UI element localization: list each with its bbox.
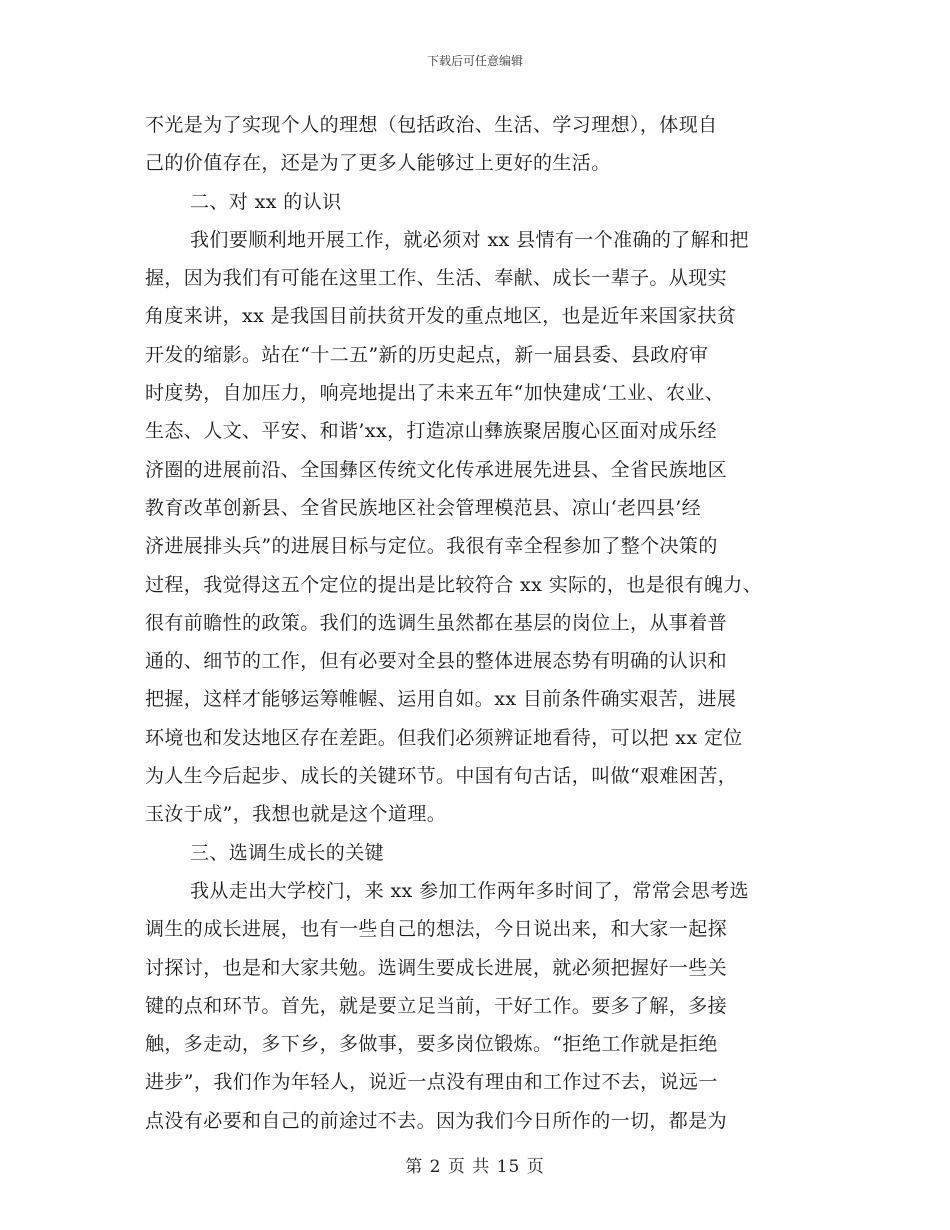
- text-line: 教育改革创新县、全省民族地区社会管理模范县、凉山‘老四县’经: [145, 496, 702, 519]
- text-line: 通的、细节的工作，但有必要对全县的整体进展态势有明确的认识和: [145, 650, 728, 673]
- text-line: 开发的缩影。站在“十二五”新的历史起点，新一届县委、县政府审: [145, 343, 709, 366]
- page-header: 下载后可任意编辑: [426, 54, 523, 68]
- text-line: 济进展排头兵”的进展目标与定位。我很有幸全程参加了整个决策的: [145, 535, 718, 558]
- text-line: 调生的成长进展，也有一些自己的想法，今日说出来，和大家一起探: [145, 918, 728, 941]
- text-line: 把握，这样才能够运筹帷幄、运用自如。xx 目前条件确实艰苦，进展: [145, 688, 737, 711]
- text-line: 我从走出大学校门，来 xx 参加工作两年多时间了，常常会思考选: [190, 879, 749, 902]
- text-line: 己的价值存在，还是为了更多人能够过上更好的生活。: [145, 152, 611, 175]
- text-line: 为人生今后起步、成长的关键环节。中国有句古话，叫做“艰难困苦，: [145, 765, 738, 788]
- text-line: 进步”，我们作为年轻人，说近一点没有理由和工作过不去，说远一: [145, 1071, 718, 1094]
- text-line: 触，多走动，多下乡，多做事，要多岗位锻炼。“拒绝工作就是拒绝: [145, 1033, 718, 1056]
- text-line: 点没有必要和自己的前途过不去。因为我们今日所作的一切，都是为: [145, 1109, 728, 1132]
- text-line: 很有前瞻性的政策。我们的选调生虽然都在基层的岗位上，从事着普: [145, 611, 728, 634]
- text-line: 我们要顺利地开展工作，就必须对 xx 县情有一个准确的了解和把: [190, 228, 749, 251]
- text-line: 二、对 xx 的认识: [190, 190, 342, 213]
- text-line: 键的点和环节。首先，就是要立足当前，干好工作。要多了解，多接: [145, 994, 728, 1017]
- text-line: 不光是为了实现个人的理想（包括政治、生活、学习理想），体现自: [145, 114, 718, 136]
- text-line: 时度势，自加压力，响亮地提出了未来五年“加快建成‘工业、农业、: [145, 382, 725, 405]
- text-line: 环境也和发达地区存在差距。但我们必须辨证地看待，可以把 xx 定位: [145, 726, 743, 749]
- text-line: 过程，我觉得这五个定位的提出是比较符合 xx 实际的，也是很有魄力、: [145, 573, 763, 596]
- text-line: 讨探讨，也是和大家共勉。选调生要成长进展，就必须把握好一些关: [145, 956, 728, 979]
- page-footer: 第 2 页 共 15 页: [405, 1157, 545, 1177]
- text-line: 三、选调生成长的关键: [190, 841, 385, 864]
- text-line: 握，因为我们有可能在这里工作、生活、奉献、成长一辈子。从现实: [145, 267, 728, 290]
- text-line: 角度来讲，xx 是我国目前扶贫开发的重点地区，也是近年来国家扶贫: [145, 305, 737, 328]
- text-line: 玉汝于成”，我想也就是这个道理。: [145, 803, 447, 826]
- text-line: 生态、人文、平安、和谐’xx，打造凉山彝族聚居腹心区面对成乐经: [145, 420, 717, 443]
- body-text: [145, 106, 825, 1140]
- text-line: 济圈的进展前沿、全国彝区传统文化传承进展先进县、全省民族地区: [145, 458, 728, 481]
